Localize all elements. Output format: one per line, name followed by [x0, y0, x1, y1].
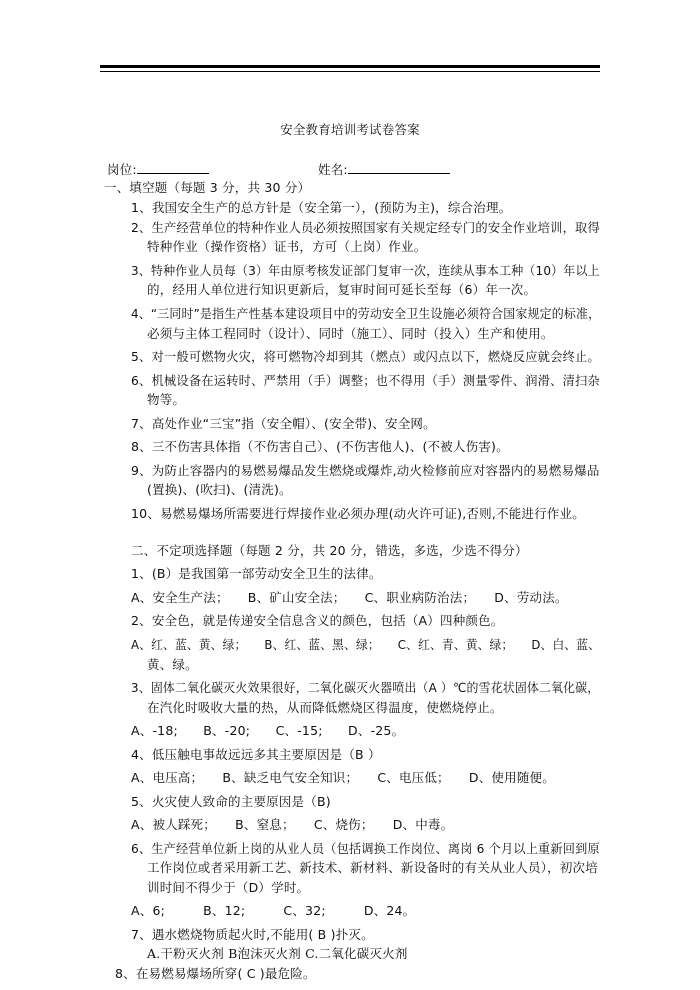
option-line: A.干粉灭火剂 B泡沫灭火剂 C.二氧化碳灭火剂 — [147, 946, 408, 962]
option-line: A、电压高； B、缺乏电气安全知识； C、电压低； D、使用随便。 — [131, 770, 555, 786]
option-line: A、安全生产法； B、矿山安全法； C、职业病防治法； D、劳动法。 — [131, 589, 568, 605]
name-field — [318, 160, 450, 178]
option-line: A、被人踩死； B、窒息； C、烧伤； D、中毒。 — [131, 817, 454, 833]
question-line: 5、对一般可燃物火灾，将可燃物冷却到其（燃点）或闪点以下，燃烧反应就会终止。 — [131, 349, 600, 364]
header-rule-thick — [100, 65, 600, 68]
question-line: 8、三不伤害具体指（不伤害自己）、(不伤害他人)、(不被人伤害)。 — [131, 439, 509, 455]
post-label: 岗位: — [107, 162, 137, 177]
option-line: A、红、蓝、黄、绿； B、红、蓝、黑、绿； C、红、青、黄、绿； D、白、蓝、 — [131, 636, 601, 652]
question-line: 工作岗位或者采用新工艺、新技术、新材料、新设备时的有关从业人员），初次培 — [147, 860, 598, 876]
question-line: 10、易燃易爆场所需要进行焊接作业必须办理(动火许可证),否则,不能进行作业。 — [131, 505, 585, 521]
question-line: 2、安全色，就是传递安全信息含义的颜色，包括（A）四种颜色。 — [131, 613, 504, 629]
question-line: 4、低压触电事故远远多其主要原因是（B ） — [131, 746, 381, 762]
question-line: 6、机械设备在运转时、严禁用（手）调整；也不得用（手）测量零件、润滑、清扫杂 — [131, 372, 600, 388]
section-heading: 一、填空题（每题 3 分，共 30 分） — [104, 179, 311, 195]
question-line: 7、遇水燃烧物质起火时,不能用( B )扑灭。 — [131, 926, 374, 942]
question-line: 6、生产经营单位新上岗的从业人员（包括调换工作岗位、离岗 6 个月以上重新回到原 — [131, 840, 600, 856]
question-line: 8、在易燃易爆场所穿( C )最危险。 — [115, 966, 316, 981]
document-title: 安全教育培训考试卷答案 — [280, 122, 420, 137]
question-line: 1、我国安全生产的总方针是（安全第一），(预防为主)，综合治理。 — [131, 200, 512, 216]
question-line: 特种作业（操作资格）证书，方可（上岗）作业。 — [147, 239, 427, 255]
question-line: 必须与主体工程同时（设计）、同时（施工）、同时（投入）生产和使用。 — [147, 325, 554, 341]
question-line: 在汽化时吸收大量的热，从而降低燃烧区得温度，使燃烧停止。 — [147, 699, 503, 715]
question-line: 训时间不得少于（D）学时。 — [147, 879, 310, 895]
question-line: 2、生产经营单位的特种作业人员必须按照国家有关规定经专门的安全作业培训，取得 — [131, 219, 600, 235]
section-heading: 二、不定项选择题（每题 2 分，共 20 分，错选，多选，少选不得分） — [131, 542, 528, 558]
option-line: A、6; B、12; C、32; D、24。 — [131, 903, 416, 919]
name-blank[interactable] — [348, 160, 450, 174]
question-line: 5、火灾使人致命的主要原因是（B) — [131, 793, 331, 809]
option-line: A、-18; B、-20; C、-15; D、-25。 — [131, 723, 405, 739]
question-line: (置换)、(吹扫)、(清洗)。 — [147, 482, 292, 498]
name-label: 姓名: — [318, 162, 348, 177]
header-rule-thin — [100, 71, 600, 72]
question-line: 的，经用人单位进行知识更新后，复审时间可延长至每（6）年一次。 — [147, 282, 537, 298]
post-blank[interactable] — [137, 160, 209, 174]
question-line: 9、为防止容器内的易燃易爆品发生燃烧或爆炸,动火检修前应对容器内的易燃易爆品 — [131, 462, 600, 478]
post-field — [107, 160, 209, 178]
question-line: 7、高处作业“三宝”指（安全帽）、(安全带)、安全网。 — [131, 415, 436, 431]
question-line: 3、特种作业人员每（3）年由原考核发证部门复审一次，连续从事本工种（10）年以上 — [131, 262, 600, 278]
question-line: 4、“三同时”是指生产性基本建设项目中的劳动安全卫生设施必须符合国家规定的标准， — [131, 305, 601, 321]
option-line: 黄、绿。 — [147, 656, 198, 672]
question-line: 3、固体二氧化碳灭火效果很好，二氧化碳灭火器喷出（A ）℃的雪花状固体二氧化碳， — [131, 680, 600, 696]
question-line: 1、(B）是我国第一部劳动安全卫生的法律。 — [131, 566, 382, 582]
question-line: 物等。 — [147, 392, 186, 408]
